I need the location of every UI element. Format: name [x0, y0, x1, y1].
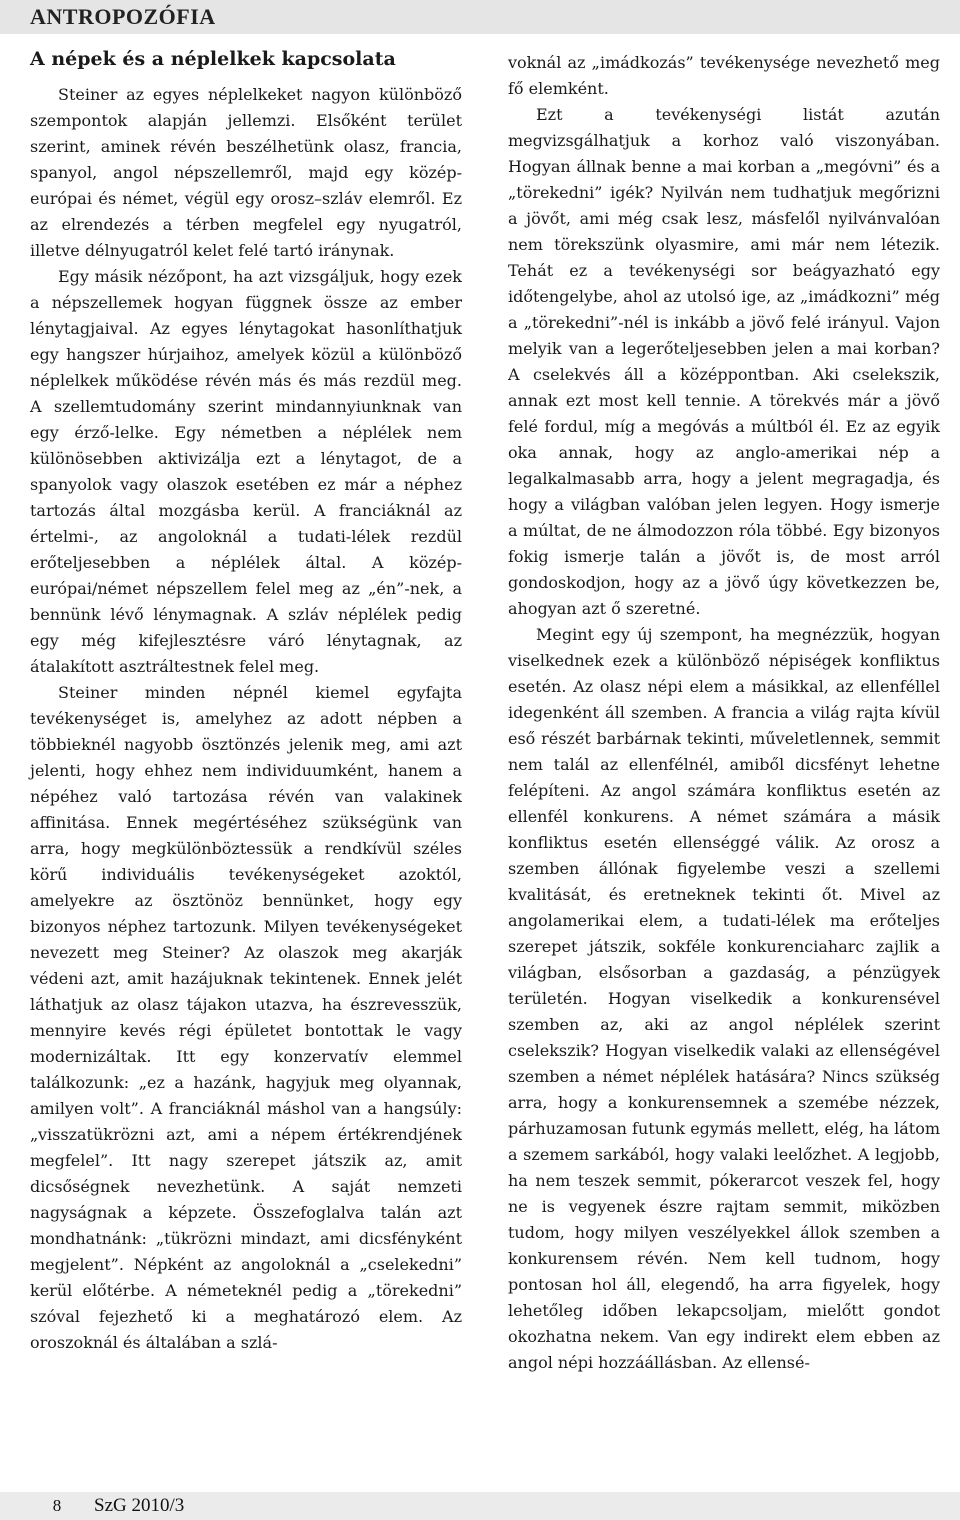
right-column	[508, 50, 940, 1376]
paragraph: Steiner minden népnél kiemel egyfajta tevékenységet is, amelyhez az adott népben a többieknél nagyobb ösztönzés jelenik meg, ami azt jelenti, hogy ehhez nem individuumként, hanem a népéhez való tartozása révén van valakinek affinitása. Ennek megértéséhez szükségünk van arra, hogy megkülönböztessük a rendkívül széles körű individuális tevékenységeket azoktól, amelyekre az ösztönöz bennünket, hogy egy bizonyos néphez tartozunk. Milyen tevékenységeket nevezett meg Steiner? Az olaszok meg akarják védeni azt, amit hazájuknak tekintenek. Ennek jelét láthatjuk az olasz tájakon utazva, ha észrevesszük, mennyire kevés régi épületet bontottak le vagy modernizáltak. Itt egy konzervatív elemmel találkozunk: „ez a hazánk, hagyjuk meg olyannak, amilyen volt”. A franciáknál máshol van a hangsúly: „visszatükrözni azt, ami a népem értékrendjének megfelel”. Itt nagy szerepet játszik az, amit dicsőségnek nevezhetünk. A saját nemzeti nagyságnak a képzete. Összefoglalva talán azt mondhatnánk: „tükrözni mindazt, ami dicsfényként megjelent”. Népként az angoloknál a „cselekedni” kerül előtérbe. A németeknél pedig a „törekedni” szóval fejezhető ki a meghatározó elem. Az oroszoknál és általában a szlá-	[30, 683, 462, 1352]
paragraph: Egy másik nézőpont, ha azt vizsgáljuk, hogy ezek a népszellemek hogyan függnek össze az ember lénytagjaival. Az egyes lénytagokat hasonlíthatjuk egy hangszer húrjaihoz, amelyek közül a különböző néplelkek működése révén más és más rezdül meg. A szellemtudomány szerint mindannyiunknak van egy érző-lelke. Egy németben a néplélek nem különösebben aktivizálja ezt a lénytagot, de a spanyolok vagy olaszok esetében ez már a néphez tartozás által mozgásba kerül. A franciáknál az értelmi-, az angoloknál a tudati-lélek rezdül erőteljesebben a néplélek által. A közép-európai/német népszellem felel meg az „én”-nek, a bennünk lévő lénymagnak. A szláv néplélek pedig egy még kifejlesztésre váró lénytagnak, az átalakított asztráltestnek felel meg.	[30, 267, 462, 676]
page-number: 8	[52, 1496, 62, 1515]
article-title: A népek és a néplelkek kapcsolata	[30, 48, 396, 70]
paragraph-continuation: voknál az „imádkozás” tevékenysége nevezhető meg fő elemként.	[508, 53, 940, 98]
paragraph: Megint egy új szempont, ha megnézzük, hogyan viselkednek ezek a különböző népiségek konfliktus esetén. Az olasz népi elem a másikkal, az ellenféllel idegenként áll szemben. A francia a világ rajta kívül eső részét barbárnak tekinti, műveletlennek, semmit nem talál az ellenfélnél, amiből dicsfényt lehetne felépíteni. Az angol számára konfliktus esetén az ellenfél konkurens. A német számára a másik konfliktus esetén ellenséggé válik. Az orosz a szemben állónak figyelembe veszi a szellemi kvalitását, és eretneknek tekinti őt. Mivel az angolamerikai elem, a tudati-lélek ma erőteljes szerepet játszik, sokféle konkurenciaharc zajlik a világban, elsősorban a gazdaság, a pénzügyek területén. Hogyan viselkedik a konkurensével szemben az, aki az angol néplélek szerint cselekszik? Hogyan viselkedik valaki az ellenségével szemben a német néplélek hatására? Nincs szükség arra, hogy a konkurensemnek a szemébe nézzek, párhuzamosan futunk egymás mellett, elég, ha látom a szemem sarkából, hogy valaki leelőzhet. A legjobb, ha nem teszek semmit, pókerarcot veszek fel, hogy ne is vegyenek észre rajtam semmit, miközben tudom, hogy milyen veszélyekkel állok szemben a konkurensem révén. Nem kell tudnom, hogy pontosan hol áll, elegendő, ha arra figyelek, hogy lehetőleg időben lekapcsoljam, mielőtt gondot okozhatna nekem. Van egy indirekt elem ebben az angol népi hozzáállásban. Az ellensé-	[508, 625, 940, 1372]
section-label: ANTROPOZÓFIA	[30, 4, 216, 29]
journal-issue: SzG 2010/3	[94, 1495, 185, 1516]
left-column	[30, 82, 462, 1356]
paragraph: Ezt a tevékenységi listát azután megvizsgálhatjuk a korhoz való viszonyában. Hogyan állnak benne a mai korban a „megóvni” és a „törekedni” igék? Nyilván nem tudhatjuk megőrizni a jövőt, ami még csak lesz, másfelől nyilvánvalóan nem törekszünk olyasmire, ami már nem létezik. Tehát ez a tevékenységi sor beágyazható egy időtengelybe, ahol az utolsó ige, az „imádkozni” még a „törekedni”-nél is inkább a jövő felé irányul. Vajon melyik van a legerőteljesebben jelen a mai korban? A cselekvés áll a középpontban. Aki cselekszik, annak ezt most kell tennie. A törekvés már a jövő felé fordul, míg a megóvás a múltból él. Ez az egyik oka annak, hogy az anglo-amerikai nép a legalkalmasabb arra, hogy a jelent megragadja, és hogy a világban valóban jelen legyen. Hogy ismerje a múltat, de ne álmodozzon róla többé. Egy bizonyos fokig ismerje talán a jövőt is, de most arról gondoskodjon, hogy az a jövő úgy következzen be, ahogyan azt ő szeretné.	[508, 105, 940, 618]
paragraph: Steiner az egyes néplelkeket nagyon különböző szempontok alapján jellemzi. Elsőként terület szerint, aminek révén beszélhetünk olasz, francia, spanyol, angol népszellemről, majd egy közép-európai és német, végül egy orosz–szláv elemről. Ez az elrendezés a térben megfelel egy nyugatról, illetve délnyugatról kelet felé tartó iránynak.	[30, 85, 462, 260]
